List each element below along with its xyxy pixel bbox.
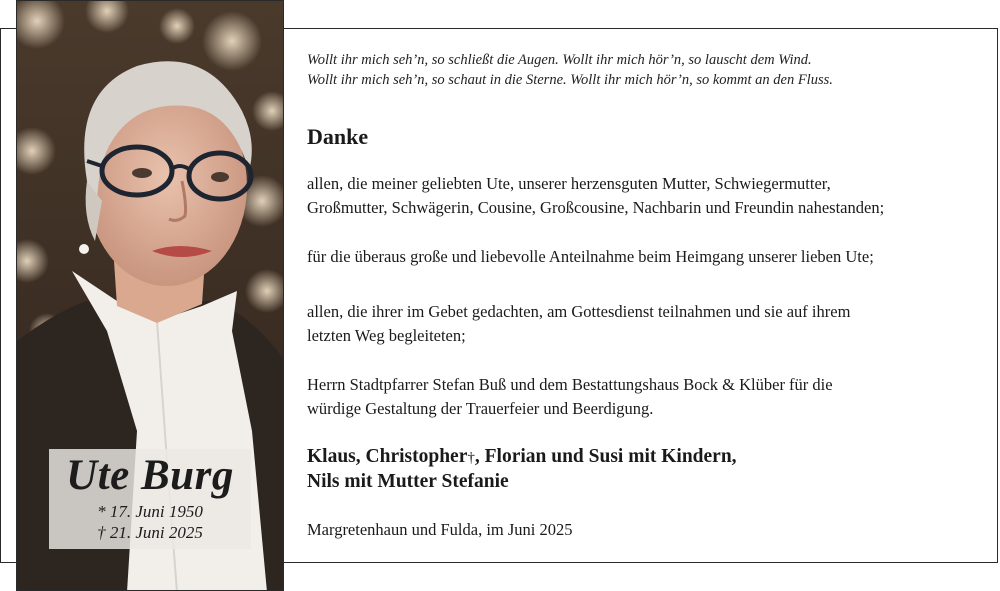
paragraph-line: Herrn Stadtpfarrer Stefan Buß und dem Bestattungshaus Bock & Klüber für die xyxy=(307,375,833,394)
death-date: † 21. Juni 2025 xyxy=(97,523,203,542)
place-date: Margretenhaun und Fulda, im Juni 2025 xyxy=(307,520,573,539)
family-names-start: Klaus, Christopher xyxy=(307,446,468,467)
paragraph-line: allen, die ihrer im Gebet gedachten, am Gottesdienst teilnahmen und sie auf ihrem xyxy=(307,302,851,321)
family-line-1 xyxy=(307,445,987,470)
thanks-paragraph xyxy=(307,245,987,269)
motto-line-1: Wollt ihr mich seh’n, so schließt die Augen. Wollt ihr mich hör’n, so lauscht dem Wind. xyxy=(307,52,812,68)
birth-date: * 17. Juni 1950 xyxy=(97,502,203,521)
motto-quote xyxy=(307,50,987,90)
thanks-paragraph xyxy=(307,373,987,421)
cross-symbol: † xyxy=(467,450,475,466)
thanks-paragraph xyxy=(307,172,987,220)
paragraph-line: Großmutter, Schwägerin, Cousine, Großcousine, Nachbarin und Freundin nahestanden; xyxy=(307,198,885,217)
paragraph-line: letzten Weg begleiteten; xyxy=(307,326,466,345)
family-signature xyxy=(307,445,987,494)
portrait-photo xyxy=(16,0,284,591)
thanks-paragraph xyxy=(307,300,987,348)
name-box xyxy=(49,449,251,549)
deceased-name: Ute Burg xyxy=(66,452,234,499)
thanks-heading: Danke xyxy=(307,124,369,149)
motto-line-2: Wollt ihr mich seh’n, so schaut in die Sterne. Wollt ihr mich hör’n, so kommt an den Fluss. xyxy=(307,72,833,88)
paragraph-line: allen, die meiner geliebten Ute, unserer herzensguten Mutter, Schwiegermutter, xyxy=(307,174,831,193)
family-line-2: Nils mit Mutter Stefanie xyxy=(307,471,509,492)
paragraph-line: würdige Gestaltung der Trauerfeier und Beerdigung. xyxy=(307,399,654,418)
family-names-end: , Florian und Susi mit Kindern, xyxy=(474,446,737,467)
paragraph-line: für die überaus große und liebevolle Anteilnahme beim Heimgang unserer lieben Ute; xyxy=(307,247,874,266)
